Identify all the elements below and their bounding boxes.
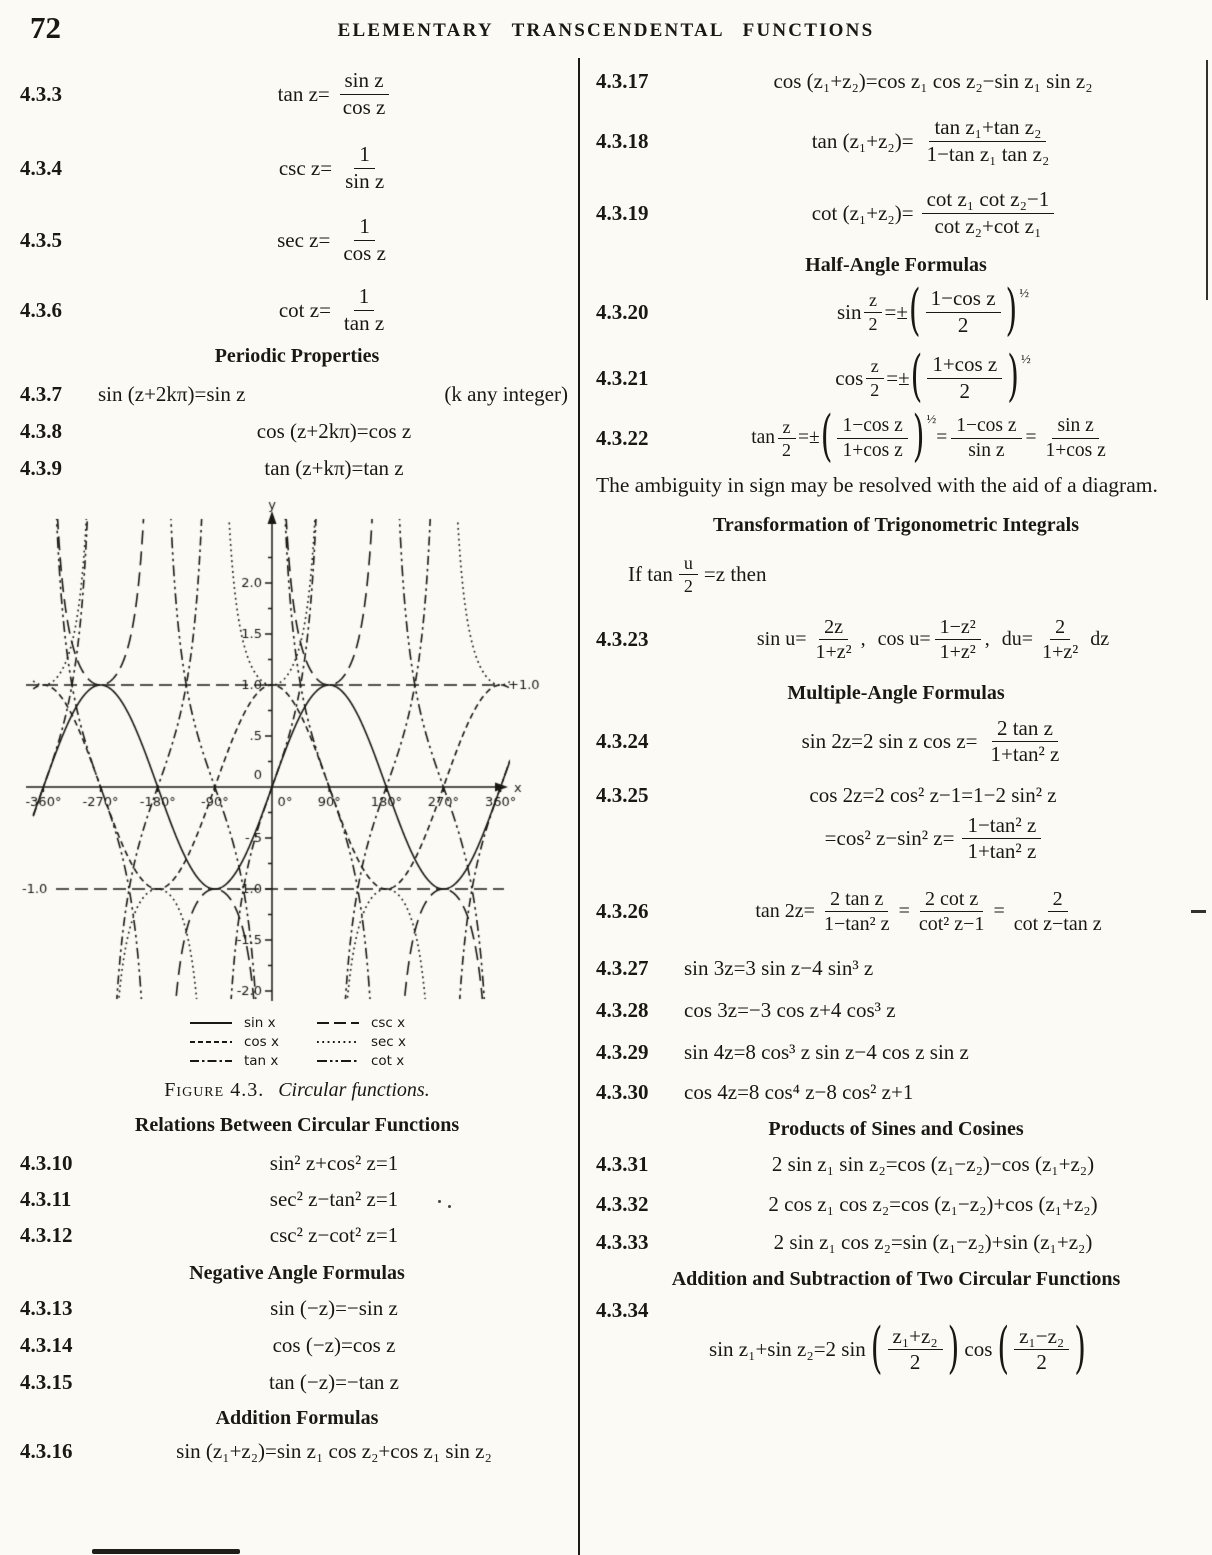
formula-id: 4.3.4 [20,155,62,180]
formula-row [20,1333,574,1358]
fraction [679,553,698,596]
fraction-denominator: 2 [782,439,792,460]
formula-body: cos 4z=8 cos⁴ z−8 cos² z+1 [684,1079,914,1104]
fraction-denominator: cot² z−1 [918,913,985,936]
formula-body: 2 sin z₁ cos z₂=sin (z₁−z₂)+sin (z₁+z₂) [773,1229,1093,1254]
fraction [1037,616,1083,664]
fraction-numerator: u [679,553,698,575]
fraction-numerator: cot z₁ cot z₂−1 [922,188,1055,214]
exponent: ½ [926,411,937,427]
close-paren: ) [1005,278,1018,344]
formula-id: 4.3.32 [596,1191,649,1216]
formula-group [596,783,1196,864]
formula-body [670,888,1196,936]
formula-row [596,188,1196,238]
legend-label: cos x [243,1034,279,1051]
fraction-numerator: 2 tan z [992,717,1058,743]
fraction-numerator: 1 [354,285,375,311]
formula-row [20,382,574,407]
formula-body [670,116,1196,166]
fraction-numerator: 1−tan² z [962,814,1041,840]
formula-id: 4.3.13 [20,1296,73,1321]
formula-row [596,405,1196,470]
fraction-numerator: tan z₁+tan z₂ [929,116,1046,142]
scan-artifact [92,1549,240,1554]
formula-row [596,69,1196,94]
legend-entry [188,1034,279,1050]
formula-group [596,1297,1196,1382]
formula-id: 4.3.24 [596,729,649,754]
legend-entry [315,1053,406,1069]
formula-body [670,814,1196,864]
section-heading: Addition Formulas [215,1407,379,1430]
fraction-denominator: 2 [957,312,969,337]
exponent: ½ [1020,351,1031,367]
fraction-numerator: z [866,356,884,378]
section-heading: Addition and Subtraction of Two Circular Functions [671,1267,1121,1290]
fraction [935,616,981,664]
fraction [1009,888,1107,936]
dotted-line-sample-icon [315,1038,361,1046]
formula-text: sec z= [277,227,331,252]
formula-body: sin (z+2kπ)=sin z [98,382,246,407]
fraction [951,415,1021,462]
fraction-denominator: 2 [683,575,693,596]
formula-id: 4.3.25 [596,782,649,807]
dash-dot-dot-line-sample-icon [315,1057,361,1065]
formula-row [596,998,1196,1023]
fraction-numerator: 1−cos z [926,287,1001,313]
formula-text: cos u= [877,628,931,651]
formula-id: 4.3.19 [596,200,649,225]
formula-text: tan (z₁+z₂)= [811,128,914,153]
formula-row [20,1439,574,1464]
fraction [926,287,1001,337]
scan-artifact [438,1200,441,1203]
exponent: ½ [1019,285,1029,301]
formula-text: cos [964,1337,993,1362]
figure-caption-label: Figure 4.3. [164,1079,265,1102]
formula-id: 4.3.33 [596,1229,649,1254]
formula-row [596,278,1196,344]
section-heading: Periodic Properties [214,345,380,368]
formula-row [20,1151,574,1176]
formula-id: 4.3.3 [20,81,62,106]
page-number: 72 [30,10,61,45]
formula-text: = [1025,427,1037,449]
legend-entry [315,1034,406,1050]
dash-dot-line-sample-icon [188,1057,234,1065]
fraction [864,290,883,333]
formula-text: = [936,427,948,449]
formula-body: cos (z+2kπ)=cos z [256,419,412,444]
fraction-numerator: 1 [354,143,375,169]
body-paragraph: The ambiguity in sign may be resolved with the aid of a diagram. [596,472,1158,497]
formula-row [596,1040,1196,1065]
fraction [811,616,857,664]
formula-text: tan [751,427,776,449]
fraction-denominator: 1−tan² z [823,913,890,936]
fraction [962,814,1041,864]
fraction-numerator: 1−z² [935,616,981,640]
fraction-denominator: sin z [345,168,385,193]
formula-body: sin 3z=3 sin z−4 sin³ z [684,955,874,980]
formula-row [20,1187,574,1212]
formula-row [596,1298,1196,1323]
fraction-denominator: 2 [868,313,878,334]
formula-text: =± [884,299,908,324]
fraction-denominator: 1+z² [815,641,852,664]
formula-text: tan 2z= [755,900,815,923]
formula-row [596,344,1196,410]
fraction-denominator: cos z [342,94,386,119]
formula-body: sin 4z=8 cos³ z sin z−4 cos z sin z [684,1039,969,1064]
formula-body: cos (z₁+z₂)=cos z₁ cos z₂−sin z₁ sin z₂ [773,69,1093,93]
formula-row [596,956,1196,981]
fraction [338,69,391,119]
fraction-numerator: 1−cos z [837,415,907,439]
fraction-numerator: z [778,417,796,439]
formula-row [596,1230,1196,1255]
formula-row [596,116,1196,166]
running-head: ELEMENTARY TRANSCENDENTAL FUNCTIONS [337,20,875,41]
formula-text: du= [1001,628,1034,651]
legend-entry [188,1015,279,1031]
formula-id: 4.3.5 [20,227,62,252]
legend-label: tan x [243,1053,279,1070]
fraction [922,116,1055,166]
legend-label: sec x [370,1034,407,1051]
fraction [922,188,1055,238]
formula-text: =± [798,427,820,449]
formula-body [670,616,1196,664]
fraction-denominator: 2 [909,1350,921,1375]
formula-id: 4.3.28 [596,997,649,1022]
formula-row [596,1152,1196,1177]
formula-row [596,783,1196,808]
formula-row [20,419,574,444]
formula-row [20,285,574,335]
fraction [1014,1325,1069,1375]
formula-id: 4.3.21 [596,365,649,390]
formula-id: 4.3.14 [20,1333,73,1358]
legend-label: cot x [370,1053,405,1070]
formula-id: 4.3.17 [596,69,649,93]
formula-body: tan (−z)=−tan z [269,1370,399,1395]
formula-text: csc z= [278,155,333,180]
formula-row [20,1370,574,1395]
fraction-denominator: 1+z² [1042,641,1079,664]
formula-text: cot (z₁+z₂)= [811,200,914,225]
fraction-denominator: tan z [343,310,385,335]
formula-id: 4.3.34 [596,1297,649,1322]
fraction-denominator: 1+cos z [842,439,903,461]
formula-text: cot z= [278,297,331,322]
formula-text: tan z= [277,81,330,106]
fraction-denominator: 1+tan² z [990,742,1060,767]
fraction [340,143,389,193]
fraction [338,215,391,265]
column-divider [578,58,580,1555]
fraction-numerator: 2 tan z [825,888,888,912]
fraction-numerator: 1 [354,215,375,241]
formula-body: sin² z+cos² z=1 [269,1151,399,1176]
formula-id: 4.3.22 [596,425,649,450]
long-dash-line-sample-icon [315,1019,361,1027]
formula-body: cos 2z=2 cos² z−1=1−2 sin² z [809,782,1057,807]
dashed-line-sample-icon [188,1038,234,1046]
fraction-numerator: sin z [340,69,389,95]
formula-text: sin z₁+sin z₂=2 sin [709,1337,866,1362]
formula-text: cos [835,365,864,390]
fraction [339,285,389,335]
close-paren: ) [947,1316,960,1382]
fraction-denominator: cos z [343,240,386,265]
formula-body: csc² z−cot² z=1 [269,1223,399,1248]
fraction-denominator: 1−tan z₁ tan z₂ [926,141,1050,166]
fraction-denominator: 1+z² [939,641,976,664]
fraction [819,888,895,936]
formula-row [20,456,574,481]
fraction [837,415,907,462]
formula-body [94,69,574,119]
legend-label: csc x [370,1015,406,1032]
comma: , [860,628,866,651]
figure-caption [20,1079,574,1102]
formula-row [20,215,574,265]
formula-body: sin (−z)=−sin z [270,1296,398,1321]
fraction [1041,415,1111,462]
fraction-denominator: 2 [959,378,971,403]
fraction-numerator: sin z [1052,415,1098,439]
formula-id: 4.3.7 [20,382,62,407]
formula-id: 4.3.23 [596,627,649,652]
section-heading: Multiple-Angle Formulas [787,681,1005,704]
formula-body: tan (z+kπ)=tan z [264,456,404,481]
formula-row [596,814,1196,864]
formula-id: 4.3.8 [20,419,62,444]
formula-body: 2 cos z₁ cos z₂=cos (z₁−z₂)+cos (z₁+z₂) [768,1191,1098,1216]
fraction-denominator: sin z [968,439,1005,461]
close-paren: ) [1074,1316,1086,1382]
formula-id: 4.3.15 [20,1370,73,1395]
section-heading: Transformation of Trigonometric Integrals [712,513,1080,536]
scan-artifact [1206,60,1208,300]
fraction-numerator: z [864,290,882,312]
fraction [865,356,884,399]
formula-id: 4.3.20 [596,299,649,324]
formula-id: 4.3.26 [596,899,649,924]
formula-row [596,1192,1196,1217]
formula-text: sin 2z=2 sin z cos z= [801,729,978,754]
formula-row [596,717,1196,767]
formula-body [596,1316,1196,1382]
formula-body [670,344,1196,410]
formula-body: sin (z₁+z₂)=sin z₁ cos z₂+cos z₁ sin z₂ [176,1439,492,1464]
legend-column [315,1015,406,1069]
formula-text: =cos² z−sin² z= [824,826,955,851]
open-paren: ( [910,344,923,410]
fraction-denominator: cot z₂+cot z₁ [934,213,1042,238]
formula-text: sin [837,299,862,324]
formula-row [596,1080,1196,1105]
section-heading: Products of Sines and Cosines [768,1117,1024,1140]
close-paren: ) [912,405,925,470]
formula-note: (k any integer) [444,382,568,407]
formula-id: 4.3.29 [596,1039,649,1064]
fraction-numerator: 2 [1050,616,1070,640]
condition-line [596,553,1196,596]
formula-body [670,278,1196,344]
formula-text: If tan [628,561,673,586]
fraction [927,353,1002,403]
fraction-numerator: 2 [1048,888,1068,912]
formula-body [670,717,1196,767]
formula-id: 4.3.6 [20,297,62,322]
formula-body [94,285,574,335]
left-column [20,55,574,1464]
solid-line-sample-icon [188,1019,234,1027]
formula-text: =z then [703,561,767,586]
formula-body: cos (−z)=cos z [272,1333,396,1358]
close-paren: ) [1007,344,1019,410]
formula-id: 4.3.30 [596,1079,649,1104]
open-paren: ( [870,1316,883,1382]
section-heading: Negative Angle Formulas [189,1262,405,1285]
formula-id: 4.3.9 [20,456,62,481]
formula-body: cos 3z=−3 cos z+4 cos³ z [684,997,896,1022]
open-paren: ( [908,278,921,344]
fraction-numerator: z₁−z₂ [1014,1325,1069,1351]
fraction [777,417,796,460]
right-column [596,55,1196,1382]
formula-body [94,143,574,193]
legend-entry [188,1053,279,1069]
formula-text: =± [886,365,910,390]
fraction-numerator: 1+cos z [927,353,1002,379]
formula-id: 4.3.11 [20,1187,72,1212]
circular-functions-plot [20,499,574,1009]
legend-label: sin x [243,1015,276,1032]
figure-4-3 [20,499,574,1102]
fraction-denominator: 1+tan² z [967,839,1037,864]
section-heading: Relations Between Circular Functions [134,1114,460,1137]
formula-body [670,188,1196,238]
formula-body [670,405,1196,470]
formula-id: 4.3.16 [20,1439,73,1464]
fraction [888,1325,943,1375]
fraction-numerator: 1−cos z [951,415,1021,439]
fraction-denominator: 1+cos z [1045,439,1106,461]
figure-legend [20,1015,574,1069]
legend-column [188,1015,279,1069]
formula-id: 4.3.12 [20,1223,73,1248]
formula-body: 2 sin z₁ sin z₂=cos (z₁−z₂)−cos (z₁+z₂) [771,1151,1095,1176]
formula-row [596,1316,1196,1382]
section-heading: Half-Angle Formulas [805,254,987,277]
formula-row [596,888,1196,936]
fraction-denominator: 2 [1036,1350,1047,1375]
formula-id: 4.3.18 [596,128,649,153]
fraction [986,717,1065,767]
formula-id: 4.3.10 [20,1151,73,1176]
fraction-numerator: 2 cot z [920,888,983,912]
formula-id: 4.3.31 [596,1151,649,1176]
open-paren: ( [820,405,833,470]
fraction-denominator: cot z−tan z [1013,913,1102,936]
formula-row [20,1296,574,1321]
scan-artifact [1191,910,1206,913]
fraction-denominator: 2 [870,379,880,400]
formula-row [20,1223,574,1248]
formula-id: 4.3.27 [596,955,649,980]
formula-body [94,215,574,265]
fraction-numerator: z₁+z₂ [888,1325,943,1351]
fraction-numerator: 2z [819,616,848,640]
legend-entry [315,1015,406,1031]
formula-text: = [898,900,910,923]
formula-text: sin u= [756,628,807,651]
formula-body: sec² z−tan² z=1 [269,1187,399,1212]
formula-row [20,69,574,119]
open-paren: ( [997,1316,1010,1382]
formula-text: = [993,900,1005,923]
formula-row [20,143,574,193]
comma: , [984,628,990,651]
fraction [914,888,990,936]
formula-text: dz [1090,628,1110,651]
formula-row [596,616,1196,664]
figure-caption-text: Circular functions. [278,1079,430,1102]
